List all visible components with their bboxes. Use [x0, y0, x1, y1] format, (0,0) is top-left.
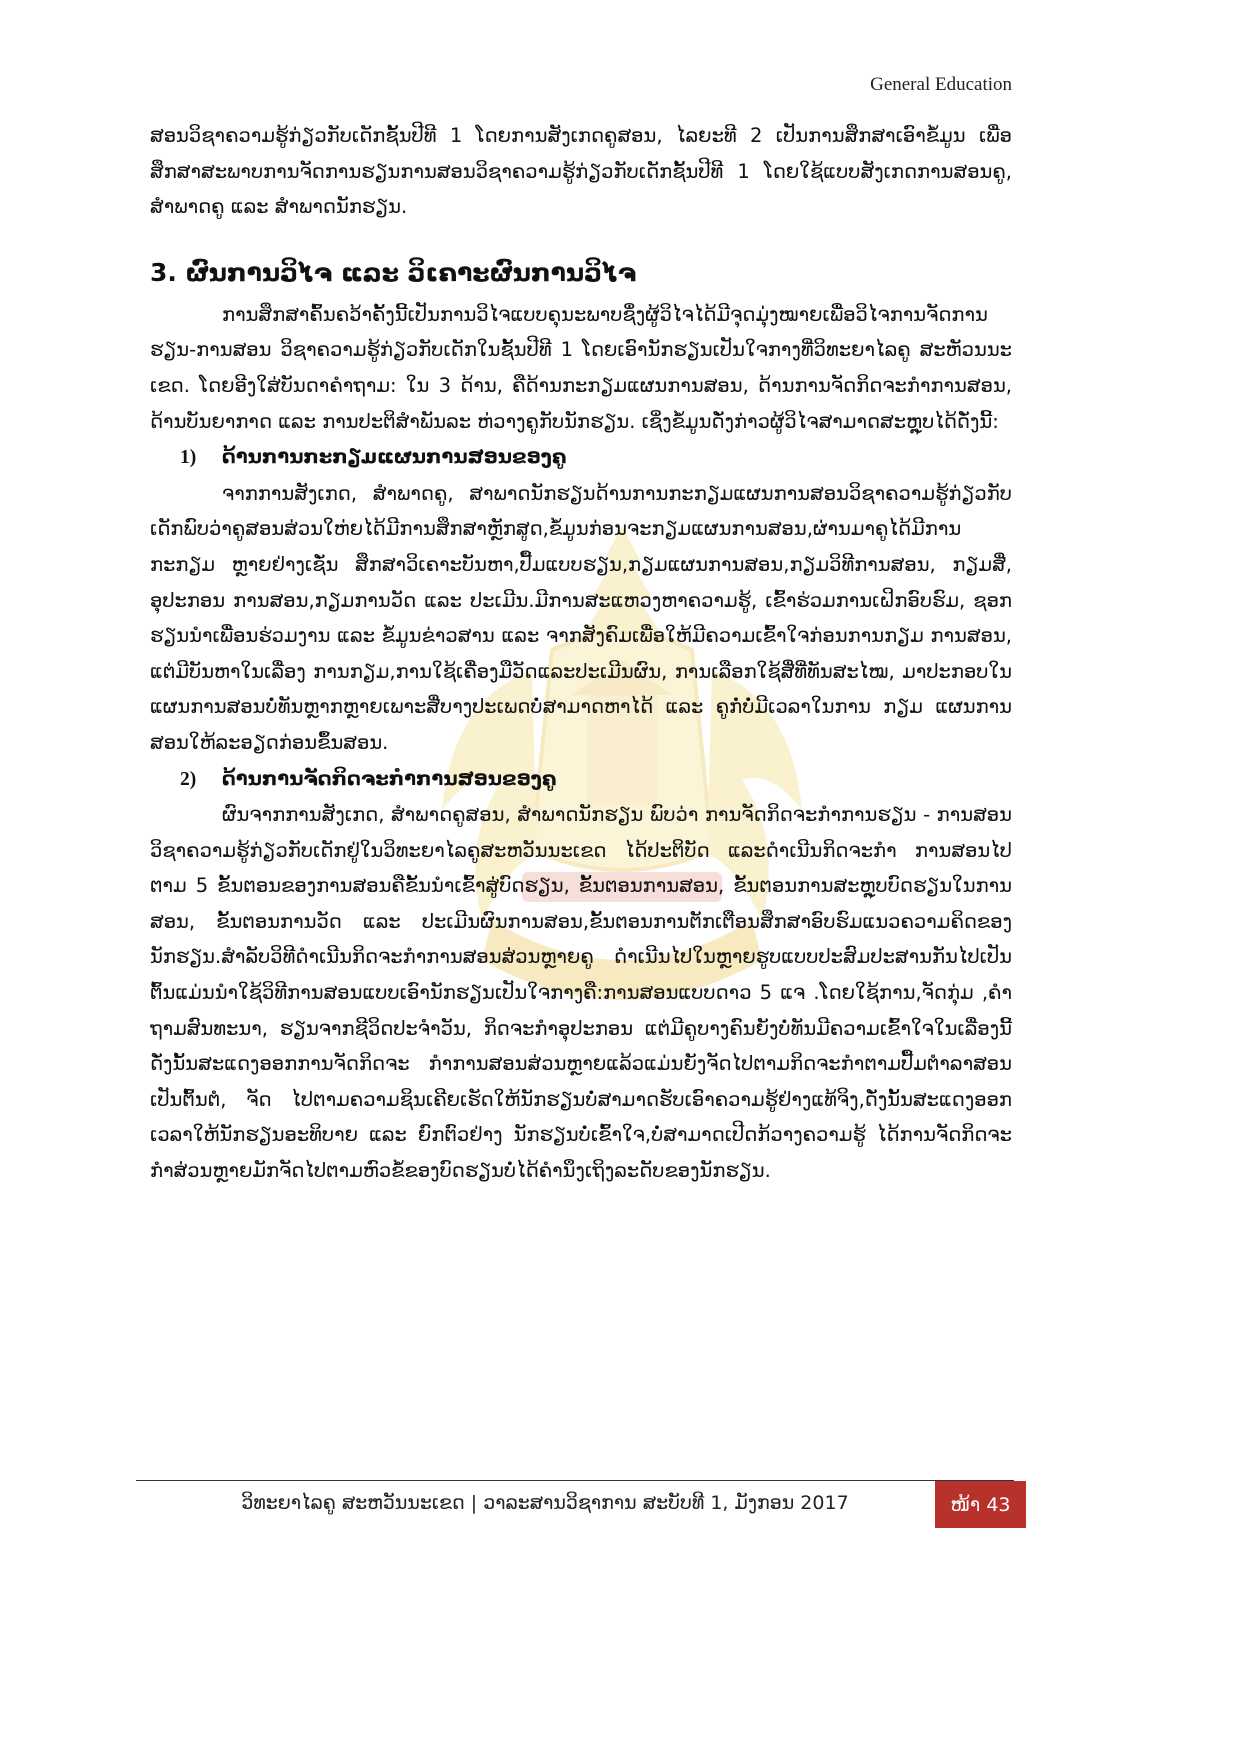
subsection-2-paragraph: ຜົນຈາກການສັງເກດ, ສໍາພາດຄູສອນ, ສໍາພາດນັກຮຽນ ພົບວ່າ ການຈັດກິດຈະກໍາການຮຽນ - ການສອນ ວິຊາຄວາມຮູ້ກ່ຽວກັບເດັກຢູ່ໃນວິທະຍາໄລຄູສະຫວັນນະເຂດ ໄດ້ປະຕິບັດ ແລະດໍາເນີນກິດຈະກໍາ ການສອນໄປຕາມ 5 ຂັ້ນຕອນຂອງການສອນຄືຂັ້ນນໍາເຂົ້າສູ່ບົດຮຽນ, ຂັ້ນຕອນການສອນ, ຂັ້ນຕອນການສະຫຼຸບບົດຮຽນໃນການສອນ, ຂັ້ນຕອນການວັດ ແລະ ປະເມີນຜົນການສອນ,ຂັ້ນຕອນການຕັກເຕືອນສຶກສາອົບຮົມແນວຄວາມຄິດຂອງນັກຮຽນ.ສໍາລັບວິທີດໍາເນີນກິດຈະກໍາການສອນສ່ວນຫຼາຍຄູ ດໍາເນີນໄປໃນຫຼາຍຮູບແບບປະສົມປະສານກັນໄປເປັນຕົ້ນແມ່ນນໍາໃຊ້ວິທີການສອນແບບເອົານັກຮຽນເປັນໃຈກາງຄື:ການສອນແບບດາວ 5 ແຈ .ໂດຍໃຊ້ການ,ຈັດກຸ່ມ ,ຄໍາຖາມສົນທະນາ, ຮຽນຈາກຊີວິດປະຈໍາວັນ, ກິດຈະກໍາອຸປະກອນ ແຕ່ມີຄູບາງຄົນຍັງບໍ່ທັນມີຄວາມເຂົ້າໃຈໃນເລື່ອງນີ້ດັ່ງນັ້ນສະແດງອອກການຈັດກິດຈະ ກໍາການສອນສ່ວນຫຼາຍແລ້ວແມ່ນຍັງຈັດໄປຕາມກິດຈະກໍາຕາມປື້ມຕໍາລາສອນເປັນຕົ້ນຕໍ, ຈັດ ໄປຕາມຄວາມຊິນເຄີຍເຮັດໃຫ້ນັກຮຽນບໍ່ສາມາດຮັບເອົາຄວາມຮູ້ຢ່າງແທ້ຈິງ,ດັ່ງນັ້ນສະແດງອອກເວລາໃຫ້ນັກຮຽນອະທິບາຍ ແລະ ຍົກຕົວຢ່າງ ນັກຮຽນບໍ່ເຂົ້າໃຈ,ບໍ່ສາມາດເປີດກ້ວາງຄວາມຮູ້ ໄດ້ການຈັດກິດຈະກໍາສ່ວນຫຼາຍມັກຈັດໄປຕາມຫົວຂໍ້ຂອງບົດຮຽນບໍ່ໄດ້ຄໍານຶງເຖິງລະດັບຂອງນັກຮຽນ. [150, 803, 1012, 1183]
page-number-badge: ໜ້າ 43 [935, 1481, 1026, 1528]
footer-rule [136, 1480, 1014, 1481]
footer-journal-line: ວິທະຍາໄລຄູ ສະຫວັນນະເຂດ | ວາລະສານວິຊາການ ສະບັບທີ 1, ມັງກອນ 2017 [241, 1492, 849, 1514]
running-header: General Education [870, 74, 1012, 95]
main-content [150, 118, 1012, 1189]
intro-paragraph: ສອນວິຊາຄວາມຮູ້ກ່ຽວກັບເດັກຊັ້ນປີທີ 1 ໂດຍການສັງເກດຄູສອນ, ໄລຍະທີ 2 ເປັນການສຶກສາເອົາຂໍ້ມູນ ເພື່ອສຶກສາສະພາບການຈັດການຮຽນການສອນວິຊາຄວາມຮູ້ກ່ຽວກັບເດັກຊັ້ນປີທີ 1 ໂດຍໃຊ້ແບບສັງເກດການສອນຄູ, ສໍາພາດຄູ ແລະ ສໍາພາດນັກຮຽນ. [150, 124, 1012, 219]
subsection-1-number: 1) [180, 447, 197, 469]
subsection-2-heading [150, 761, 1012, 798]
section-3-heading: 3. ຜົນການວິໄຈ ແລະ ວິເຄາະຜົນການວິໄຈ [150, 257, 637, 287]
section-3-paragraph: ການສຶກສາຄົ້ນຄວ້າຄັ້ງນີ້ເປັນການວິໄຈແບບຄຸນະພາບຊຶ່ງຜູ້ວິໄຈໄດ້ມີຈຸດມຸ່ງໝາຍເພື່ອວິໄຈການຈັດການ ຮຽນ-ການສອນ ວິຊາຄວາມຮູ້ກ່ຽວກັບເດັກໃນຊັ້ນປີທີ 1 ໂດຍເອົານັກຮຽນເປັນໃຈກາງທີ່ວິທະຍາໄລຄູ ສະຫັວນນະ ເຂດ. ໂດຍອີງໃສ່ບັນດາຄໍາຖາມ: ໃນ 3 ດ້ານ, ຄືດ້ານກະກຽມແຜນການສອນ, ດ້ານການຈັດກິດຈະກໍາການສອນ, ດ້ານບັນຍາກາດ ແລະ ການປະຕິສໍາພັນລະ ຫ່ວາງຄູກັບນັກຮຽນ. ເຊິ່ງຂໍ້ມູນດັ່ງກ່າວຜູ້ວິໄຈສາມາດສະຫຼຸບໄດ້ດັ່ງນີ້: [150, 302, 1012, 433]
subsection-2-number: 2) [180, 768, 197, 790]
subsection-1-title: ດ້ານການກະກຽມແຜນການສອນຂອງຄູ [222, 445, 567, 469]
subsection-2-title: ດ້ານການຈັດກິດຈະກໍາການສອນຂອງຄູ [222, 766, 557, 790]
subsection-1-heading [150, 439, 1012, 476]
subsection-1-paragraph: ຈາກການສັງເກດ, ສໍາພາດຄູ, ສາພາດນັກຮຽນດ້ານການກະກຽມແຜນການສອນວິຊາຄວາມຮູ້ກ່ຽວກັບ ເດັກພົບວ່າຄູສອນສ່ວນໃຫ່ຍໄດ້ມີການສຶກສາຫຼັກສູດ,ຂໍ້ມູນກ່ອນຈະກຽມແຜນການສອນ,ຜ່ານມາຄູໄດ້ມີການກະກຽມ ຫຼາຍຢ່າງເຊັ່ນ ສຶກສາວິເຄາະບັນຫາ,ປື້ມແບບຮຽນ,ກຽມແຜນການສອນ,ກຽມວິທີການສອນ, ກຽມສື່, ອຸປະກອນ ການສອນ,ກຽມການວັດ ແລະ ປະເມີນ.ມີການສະແຫວງຫາຄວາມຮູ້, ເຂົ້າຮ່ວມການເຝິກອົບຮົມ, ຊອກ ຮຽນນໍາເພື່ອນຮ່ວມງານ ແລະ ຂໍ້ມູນຂ່າວສານ ແລະ ຈາກສັງຄົມເພື່ອໃຫ້ມີຄວາມເຂົ້າໃຈກ່ອນການກຽມ ການສອນ, ແຕ່ມີບັນຫາໃນເລື່ອງ ການກຽມ,ການໃຊ້ເຄື່ອງມືວັດແລະປະເມີນຜົນ, ການເລືອກໃຊ້ສື່ທີ່ທັນສະໄໝ, ມາປະກອບໃນແຜນການສອນບໍ່ທັນຫຼາກຫຼາຍເພາະສື່ບາງປະເພດບໍ່ສາມາດຫາໄດ້ ແລະ ຄູກໍ່ບໍ່ມີເວລາໃນການ ກຽມ ແຜນການສອນໃຫ້ລະອຽດກ່ອນຂຶ້ນສອນ. [150, 481, 1012, 754]
